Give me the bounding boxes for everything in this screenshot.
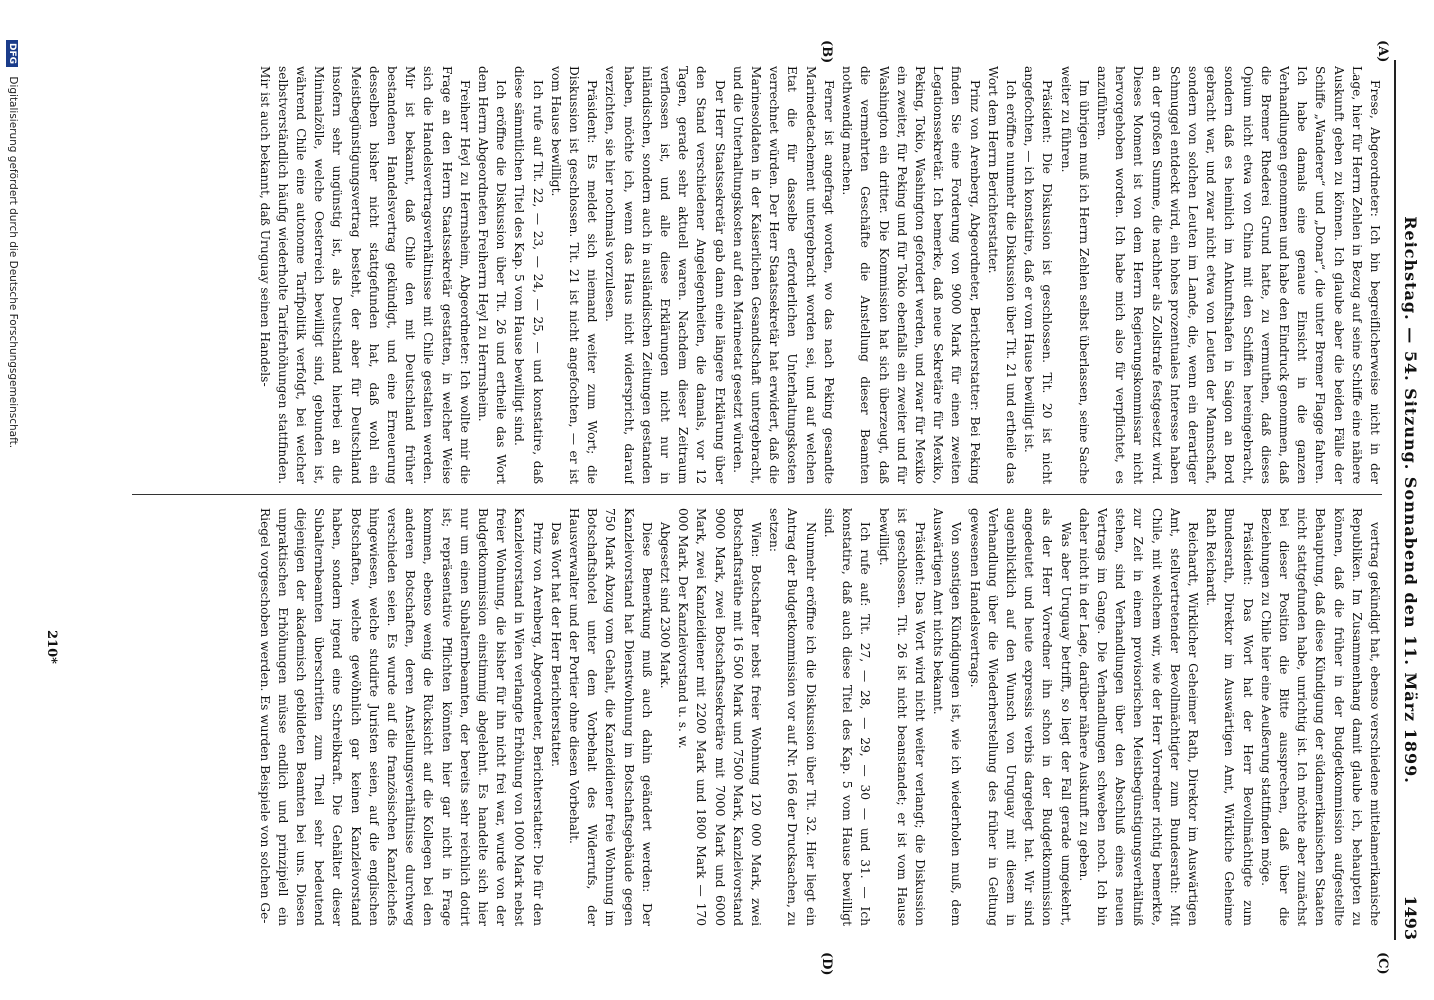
paragraph: Ferner ist angefragt worden, wo das nach Peking gesandte Marinedetachement untergebracht worden sei, und auf welchen Etat die für dasselbe erforderlichen Unterhaltungskosten verrechnet würden. Der Herr Staatssekretär hat erwidert, daß die Marinesoldaten in der Kaiserlichen Gesandtschaft untergebracht, und die Unterhaltungskosten auf den Marineetat gesetzt würden. xyxy=(730,66,836,484)
paragraph: Wien: Botschafter nebst freier Wohnung 120 000 Mark, zwei Botschaftsräthe mit 16 500 Mark und 7500 Mark, Kanzleivorstand 9000 Mark, zwei Botschaftssekretäre mit 7000 Mark und 6000 Mark, zwei Kanzleidiener mit 2200 Mark und 1800 Mark — 170 000 Mark. Der Kanzleivorstand u. s. w. xyxy=(676,508,764,926)
paragraph: Ich eröffne die Diskussion über Tit. 26 und ertheile das Wort dem Herrn Abgeordneten Freiherrn Heyl zu Herrnsheim. xyxy=(476,66,509,484)
paragraph: Im übrigen muß ich Herrn Zehlen selbst überlassen, seine Sache weiter zu führen. xyxy=(1058,66,1091,484)
paragraph: Präsident: Das Wort wird nicht weiter verlangt; die Diskussion ist geschlossen. Tit. 26 ist nicht beanstandet; er ist vom Hause bewilligt. xyxy=(876,508,927,926)
header-rule xyxy=(1394,60,1396,940)
paragraph: Präsident: Die Diskussion ist geschlossen. Tit. 20 ist nicht angefochten, — ich konstatire, daß er vom Hause bewilligt ist. xyxy=(1022,66,1055,484)
right-column xyxy=(144,508,1384,926)
paragraph: Ich eröffne nunmehr die Diskussion über Tit. 21 und ertheile das Wort dem Herrn Berichterstatter. xyxy=(985,66,1018,484)
paragraph: Ich rufe auf: Tit. 27, — 28, — 29, — 30 — und 31. — Ich konstatire, daß auch diese Titel des Kap. 5 vom Hause bewilligt sind. xyxy=(821,508,873,926)
margin-marker-d: (D) xyxy=(819,952,834,976)
page-number: 1493 xyxy=(1401,895,1420,940)
digitization-footer xyxy=(6,40,19,960)
printer-signature: 210* xyxy=(44,630,59,664)
margin-marker-a: (A) xyxy=(1375,40,1390,63)
paragraph: Prinz von Arenberg, Abgeordneter, Berichterstatter: Bei Peking finden Sie eine Forderung von 9000 Mark für einen zweiten Legationssekretär. Ich bemerke, daß neue Sekretäre für Mexiko, Peking, Tokio, Washington gefordert werden, und zwar für Mexiko ein zweiter, für Peking und für Tokio ebenfalls ein zweiter und für Washington ein dritter. Die Kommission hat sich überzeugt, daß die vermehrten Geschäfte die Anstellung dieser Beamten nothwendig machen. xyxy=(840,66,982,484)
left-column xyxy=(144,66,1384,484)
paragraph: Von sonstigen Kündigungen ist, wie ich wiederholen muß, dem Auswärtigen Amt nichts bekannt. xyxy=(931,508,964,926)
paragraph: Abgesetzt sind 2300 Mark. xyxy=(658,522,673,689)
paragraph: Ich rufe auf Tit. 22, — 23, — 24, — 25, — und konstatire, daß diese sämmtlichen Titel des Kap. 5 vom Hause bewilligt sind. xyxy=(512,66,545,484)
paragraph: Der Herr Staatssekretär gab dann eine längere Erklärung über den Stand verschiedener Angelegenheiten, die damals, vor 12 Tagen, gerade sehr aktuell waren. Nachdem dieser Zeitraum verflossen ist, und alle diese Erklärungen nicht nur in inländischen, sondern auch in ausländischen Zeitungen gestanden haben, möchte ich, wenn das Haus nicht widerspricht, darauf verzichten, sie hier nochmals vorzulesen. xyxy=(603,66,727,484)
paragraph: Das Wort hat der Herr Berichterstatter. xyxy=(548,522,563,768)
footer-text: Digitalisierung gefördert durch die Deutsche Forschungsgemeinschaft. xyxy=(7,76,19,449)
paragraph: Freiherr Heyl zu Herrnsheim, Abgeordneter: Ich wollte mir die Frage an den Herrn Staatssekretär gestatten, in welcher Weise sich die Handelsvertragsverhältnisse mit Chile gestalten werden. Mir ist bekannt, daß Chile den mit Deutschland früher bestandenen Handelsvertrag gekündigt, und eine Erneuerung desselben bisher nicht stattgefunden hat, daß wohl ein Meistbegünstigungsvertrag besteht, der aber für Deutschland insofern sehr ungünstig ist, als Deutschland hierbei an die Minimalzölle, welche Oesterreich bewilligt sind, gebunden ist, während Chile eine autonome Tarifpolitik verfolgt, bei welcher selbstverständlich häufig wiederholte Tariferhöhungen stattfinden. Mir ist auch bekannt, daß Uruguay seinen Handels- xyxy=(257,66,472,484)
paragraph: Nunmehr eröffne ich die Diskussion über Tit. 32. Hier liegt ein Antrag der Budgetkommission vor auf Nr. 166 der Drucksachen, zu setzen: xyxy=(767,508,818,926)
margin-marker-c: (C) xyxy=(1375,952,1390,975)
paragraph: vertrag gekündigt hat, ebenso verschiedene mittelamerikanische Republiken. Im Zusammenhang damit glaube ich, behaupten zu können, daß die früher in der Budgetkommission aufgestellte Behauptung, daß diese Kündigung der südamerikanischen Staaten nicht stattgefunden habe, unrichtig ist. Ich möchte aber zunächst bei dieser Position die Bitte aussprechen, daß über die Beziehungen zu Chile hier eine Aeußerung stattfinden möge. xyxy=(1258,508,1382,926)
paragraph: Was aber Uruguay betrifft, so liegt der Fall gerade umgekehrt, als der Herr Vorredner ihn schon in der Budgetkommission angedeutet und heute expressis verbis dargelegt hat. Wir sind augenblicklich auf den Wunsch von Uruguay mit diesem in Verhandlung über die Wiederherstellung des früher in Geltung gewesenen Handelsvertrags. xyxy=(967,508,1073,926)
column-divider xyxy=(132,494,1382,495)
margin-marker-b: (B) xyxy=(819,40,834,64)
paragraph: Frese, Abgeordneter: Ich bin begreiflicherweise nicht in der Lage, hier für Herrn Zehlen in Bezug auf seine Schiffe eine nähere Auskunft geben zu können. Ich glaube aber die beiden Fälle der Schiffe „Wanderer“ und „Donar“, die unter Bremer Flagge fahren. Ich habe damals eine genaue Einsicht in die ganzen Verhandlungen genommen und habe den Eindruck genommen, daß die Bremer Rhederei Grund hatte, zu vermuthen, daß dieses Opium nicht etwa von China mit den Schiffen hereingebracht, sondern daß es heimlich im Ankunftshafen in Saigon an Bord gebracht war, und zwar nicht etwa von Leuten der Mannschaft, sondern von solchen Leuten im Lande, die, wenn ein derartiger Schmuggel entdeckt wird, ein hohes prozentuales Interesse haben an der großen Summe, die nachher als Zollstrafe festgesetzt wird. Dieses Moment ist von dem Herrn Regierungskommissar nicht hervorgehoben worden. Ich habe mich also für verpflichtet, es anzuführen. xyxy=(1094,66,1382,484)
paragraph: Präsident: Es meldet sich niemand weiter zum Wort; die Diskussion ist geschlossen. Tit. 21 ist nicht angefochten, — er ist vom Hause bewilligt. xyxy=(548,66,600,484)
dfg-logo-icon: DFG xyxy=(6,40,18,67)
paragraph: Prinz von Arenberg, Abgeordneter, Berichterstatter: Die für den Kanzleivorstand in Wien verlangte Erhöhung von 1000 Mark nebst freier Wohnung, die bisher für ihn nicht frei war, wurde von der Budgetkommission einstimmig abgelehnt. Es handelte sich hier nur um einen Subalternbeamten, der bereits sehr reichlich dotirt ist; repräsentative Pflichten könnten hier gar nicht in Frage kommen, ebenso wenig die Rücksicht auf die Kollegen bei den anderen Botschaften, deren Anstellungsverhältnisse durchweg verschieden seien. Es wurde auf die französischen Kanzleichefs hingewiesen, welche studirte Juristen seien, auf die englischen Botschaften, welche gewöhnlich gar keinen Kanzleivorstand haben, sondern irgend eine Schreibkraft. Die Gehälter dieser Subalternbeamten überschritten zum Theil sehr bedeutend diejenigen der akademisch gebildeten Beamten bei uns. Diesen unpraktischen Erhöhungen müsse endlich und prinzipiell ein Riegel vorgeschoben werden. Es wurden Beispiele von solchen Ge- xyxy=(257,508,545,926)
paragraph: Präsident: Das Wort hat der Herr Bevollmächtigte zum Bundesrath, Direktor im Auswärtigen Amt, Wirkliche Geheime Rath Reichardt. xyxy=(1204,508,1255,926)
page-header xyxy=(1398,60,1420,940)
paragraph: Reichardt, Wirklicher Geheimer Rath, Direktor im Auswärtigen Amt, stellvertretender Bevollmächtigter zum Bundesrath: Mit Chile, mit welchem wir, wie der Herr Vorredner richtig bemerkte, zur Zeit in einem provisorischen Meistbegünstigungsverhältniß stehen, sind Verhandlungen über den Abschluß eines neuen Vertrags im Gange. Die Verhandlungen schweben noch. Ich bin daher nicht in der Lage, darüber nähere Auskunft zu geben. xyxy=(1076,508,1200,926)
running-title: Reichstag. — 54. Sitzung. Sonnabend den 11. März 1899. xyxy=(1401,216,1420,784)
paragraph: Diese Bemerkung muß auch dahin geändert werden: Der Kanzleivorstand hat Dienstwohnung im Botschaftsgebäude gegen 750 Mark Abzug vom Gehalt, die Kanzleidiener freie Wohnung im Botschaftshotel unter dem Vorbehalt des Widerrufs, der Hausverwalter und der Portier ohne diesen Vorbehalt. xyxy=(567,508,654,926)
